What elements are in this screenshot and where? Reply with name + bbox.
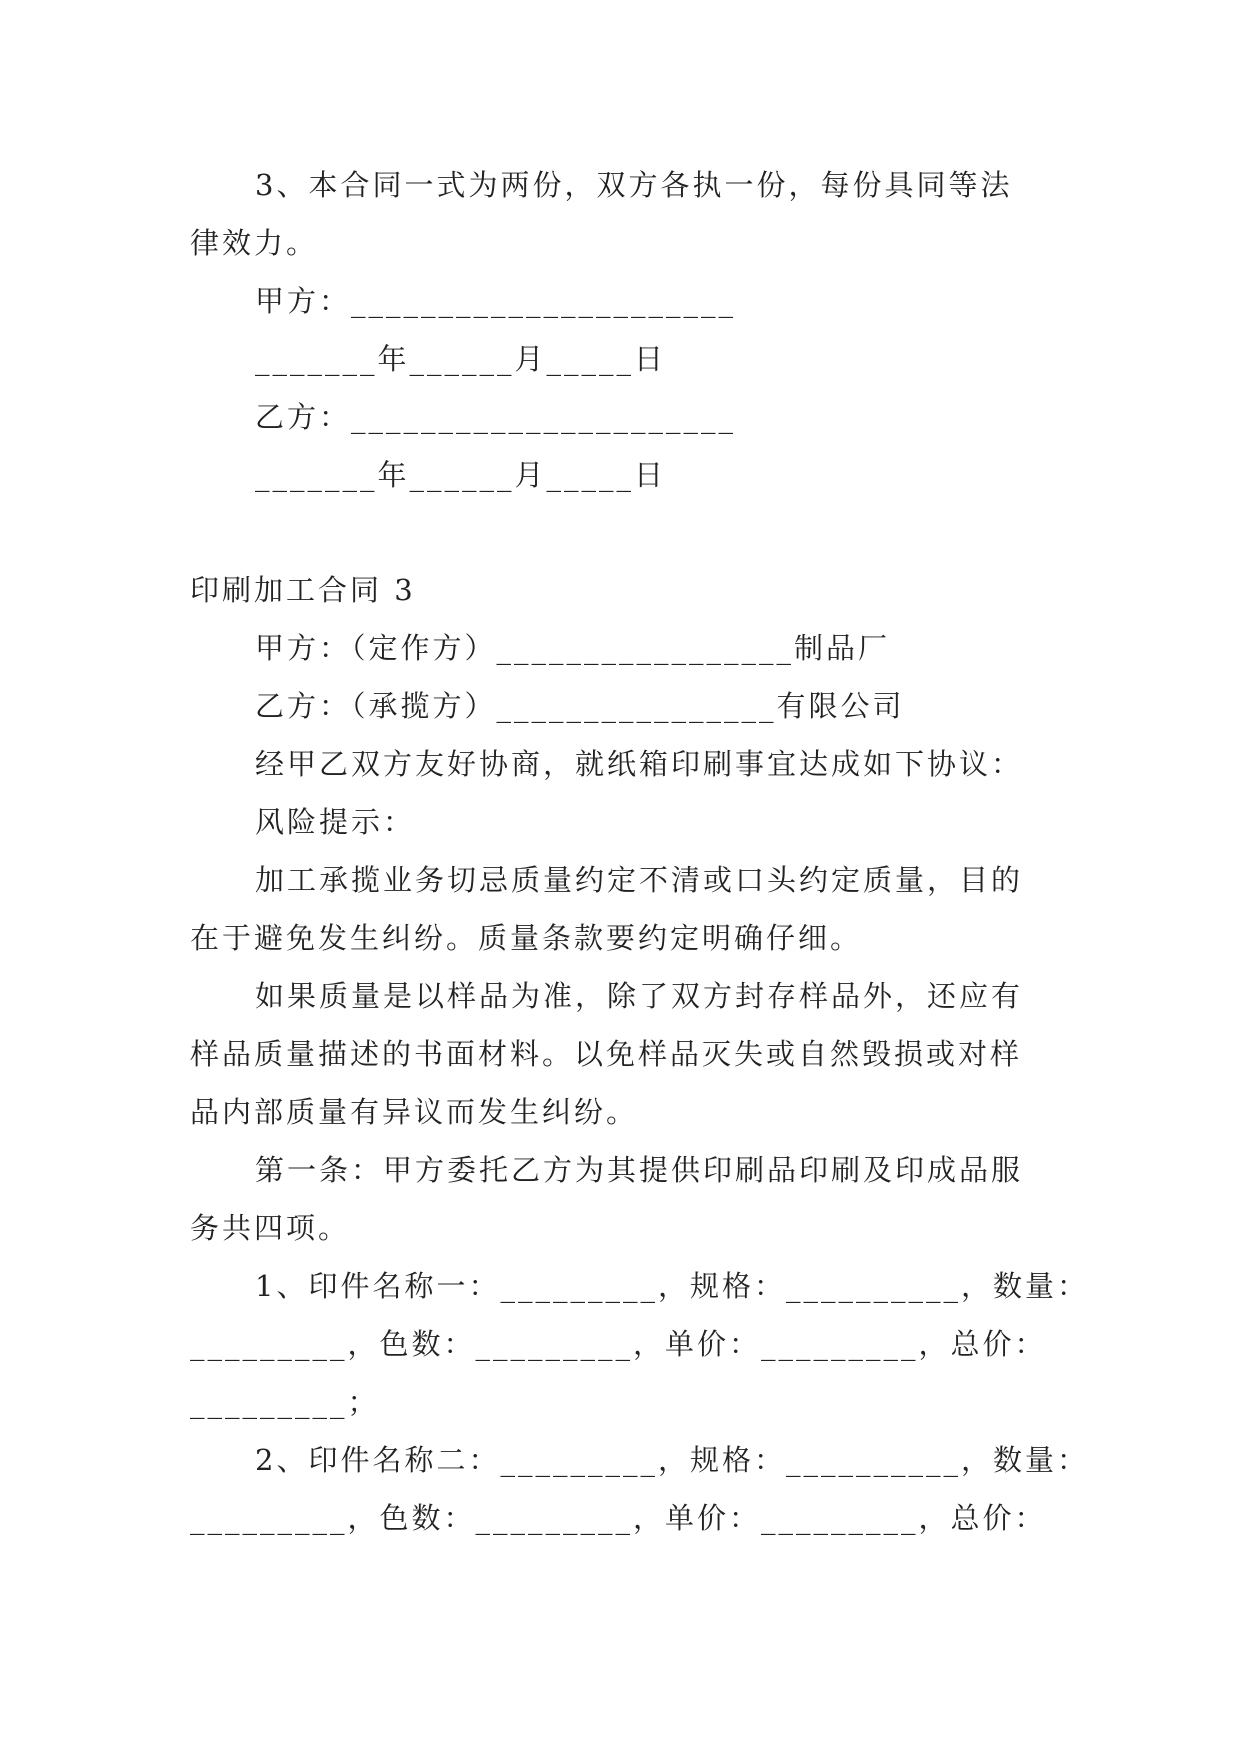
item-1-line-1: 1、印件名称一：_________，规格：__________，数量：	[255, 1269, 1089, 1303]
party-a-signature: 甲方：______________________	[255, 284, 737, 318]
party-a-line: 甲方：（定作方）_________________制品厂	[255, 631, 891, 665]
party-b-line: 乙方：（承揽方）________________有限公司	[255, 689, 905, 723]
clause-3-line-1: 3、本合同一式为两份，双方各执一份，每份具同等法	[255, 168, 1013, 202]
item-1-line-3: _________；	[190, 1385, 380, 1419]
risk-heading: 风险提示：	[255, 805, 416, 839]
risk-para-1-line-2: 在于避免发生纠纷。质量条款要约定明确仔细。	[190, 921, 863, 955]
agreement-intro: 经甲乙双方友好协商，就纸箱印刷事宜达成如下协议：	[255, 747, 1024, 781]
party-b-signature: 乙方：______________________	[255, 400, 737, 434]
item-1-line-2: _________，色数：_________，单价：_________，总价：	[190, 1327, 1047, 1361]
party-a-date: _______年______月_____日	[255, 342, 667, 376]
item-2-line-2: _________，色数：_________，单价：_________，总价：	[190, 1501, 1047, 1535]
risk-para-2-line-2: 样品质量描述的书面材料。以免样品灭失或自然毁损或对样	[190, 1037, 1023, 1071]
risk-para-2-line-3: 品内部质量有异议而发生纠纷。	[190, 1095, 639, 1129]
article-1-line-2: 务共四项。	[190, 1211, 351, 1245]
item-2-line-1: 2、印件名称二：_________，规格：__________，数量：	[255, 1443, 1089, 1477]
risk-para-2-line-1: 如果质量是以样品为准，除了双方封存样品外，还应有	[255, 979, 1024, 1013]
party-b-date: _______年______月_____日	[255, 458, 667, 492]
article-1-line-1: 第一条：甲方委托乙方为其提供印刷品印刷及印成品服	[255, 1153, 1024, 1187]
clause-3-line-2: 律效力。	[190, 226, 319, 260]
contract-title: 印刷加工合同 3	[190, 573, 416, 607]
risk-para-1-line-1: 加工承揽业务切忌质量约定不清或口头约定质量，目的	[255, 863, 1024, 897]
